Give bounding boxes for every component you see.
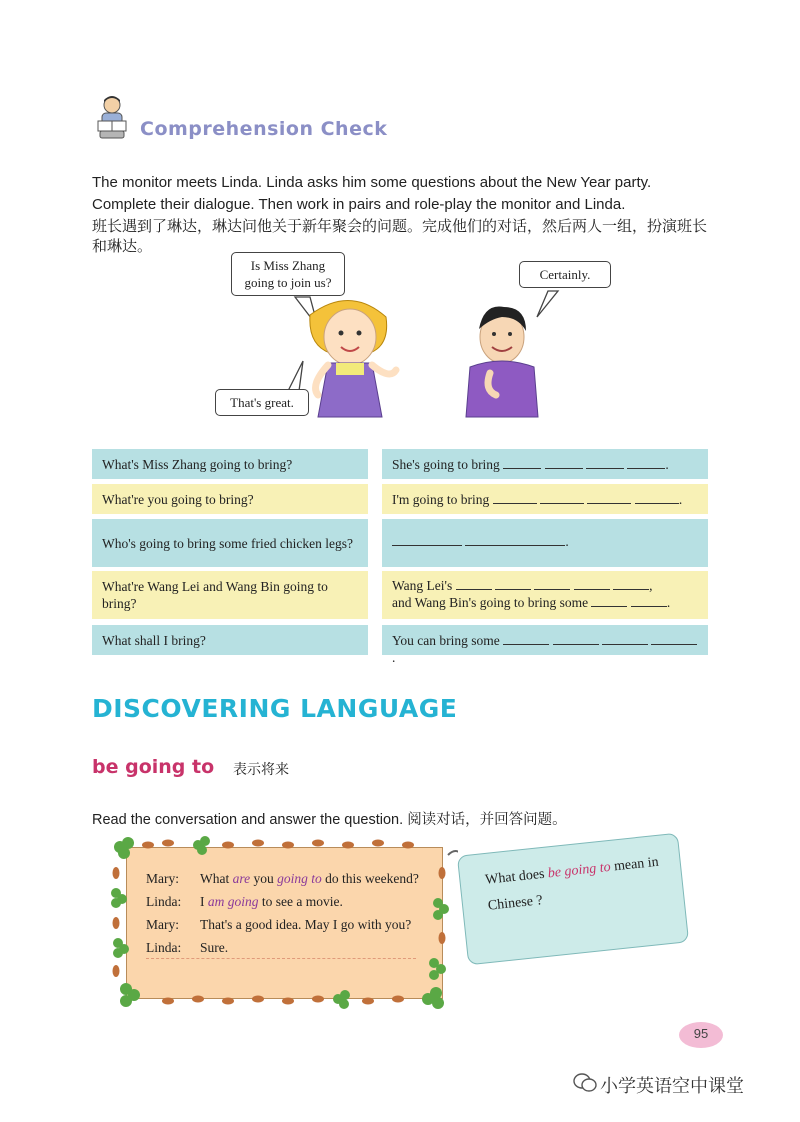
section-title: Comprehension Check: [140, 118, 388, 140]
answer-prompt: She's going to bring: [392, 457, 500, 472]
answer-cell: .: [382, 519, 708, 567]
table-row: [92, 625, 708, 665]
table-row: [92, 571, 708, 619]
answer-prompt-second-line: and Wang Bin's going to bring some: [392, 595, 589, 610]
monitor-figure: [466, 306, 538, 417]
line-text: to see a movie.: [258, 894, 343, 909]
line-text: That's a good idea. May I go with you?: [200, 917, 412, 932]
question-cell: What's Miss Zhang going to bring?: [92, 449, 368, 479]
instruction-english: Read the conversation and answer the question.: [92, 812, 404, 828]
instructions-english: The monitor meets Linda. Linda asks him some questions about the New Year party. Complete their dialogue. Then work in pairs and role-play the monitor and Linda.: [92, 174, 652, 213]
line-text: What: [200, 871, 233, 886]
watermark-text: 小学英语空中课堂: [600, 1076, 744, 1097]
question-cell: What shall I bring?: [92, 625, 368, 655]
speech-bubble-linda-question: Is Miss Zhang going to join us?: [231, 252, 345, 296]
instructions-chinese: 班长遇到了琳达，琳达问他关于新年聚会的问题。完成他们的对话，然后两人一组，扮演班长和琳达。: [92, 218, 708, 255]
speaker-label: Linda:: [146, 894, 182, 909]
answer-dashed-line: [146, 958, 416, 959]
table-row: [92, 519, 708, 567]
question-text: What does: [484, 866, 549, 888]
speaker-label: Linda:: [146, 940, 182, 955]
reading-instruction: [92, 808, 567, 829]
conversation-line: [146, 890, 419, 913]
answer-cell: You can bring some .: [382, 625, 708, 655]
answer-cell: She's going to bring .: [382, 449, 708, 479]
highlight-text: are: [232, 871, 251, 886]
grammar-heading-chinese: 表示将来: [233, 761, 289, 777]
speaker-label: Mary:: [146, 917, 179, 932]
speech-bubble-monitor-answer: Certainly.: [519, 261, 611, 288]
grammar-heading: be going to: [92, 756, 215, 778]
highlight-text: am going: [207, 894, 259, 909]
question-cell: What're Wang Lei and Wang Bin going to bring?: [92, 571, 368, 619]
highlight-text: be going to: [547, 859, 612, 882]
answer-prompt: Wang Lei's: [392, 578, 453, 593]
reading-boy-icon: [92, 94, 132, 140]
line-text: I: [200, 894, 208, 909]
answer-prompt: I'm going to bring: [392, 492, 490, 507]
conversation-line: [146, 913, 419, 936]
line-text: Sure.: [200, 940, 229, 955]
page-number: 95: [693, 1026, 709, 1041]
conversation-line: [146, 936, 419, 959]
table-row: [92, 484, 708, 514]
line-text: do this weekend?: [321, 871, 419, 886]
answer-cell: Wang Lei's , and Wang Bin's going to bring some .: [382, 571, 708, 619]
table-row: [92, 449, 708, 479]
conversation-line: [146, 867, 419, 890]
line-text: you: [250, 871, 278, 886]
instruction-chinese: 阅读对话，并回答问题。: [407, 812, 567, 828]
wechat-icon: [573, 1072, 597, 1094]
speaker-label: Mary:: [146, 871, 179, 886]
discovering-language-title: DISCOVERING LANGUAGE: [92, 694, 458, 723]
linda-figure: [310, 300, 396, 417]
answer-prompt: You can bring some: [392, 633, 500, 648]
answer-cell: I'm going to bring .: [382, 484, 708, 514]
question-cell: Who's going to bring some fried chicken legs?: [92, 519, 368, 567]
conversation-text: [146, 867, 419, 959]
question-cell: What're you going to bring?: [92, 484, 368, 514]
question-text: mean in Chinese ?: [487, 854, 660, 914]
highlight-text: going to: [277, 871, 322, 886]
speech-bubble-linda-reply: That's great.: [215, 389, 309, 416]
